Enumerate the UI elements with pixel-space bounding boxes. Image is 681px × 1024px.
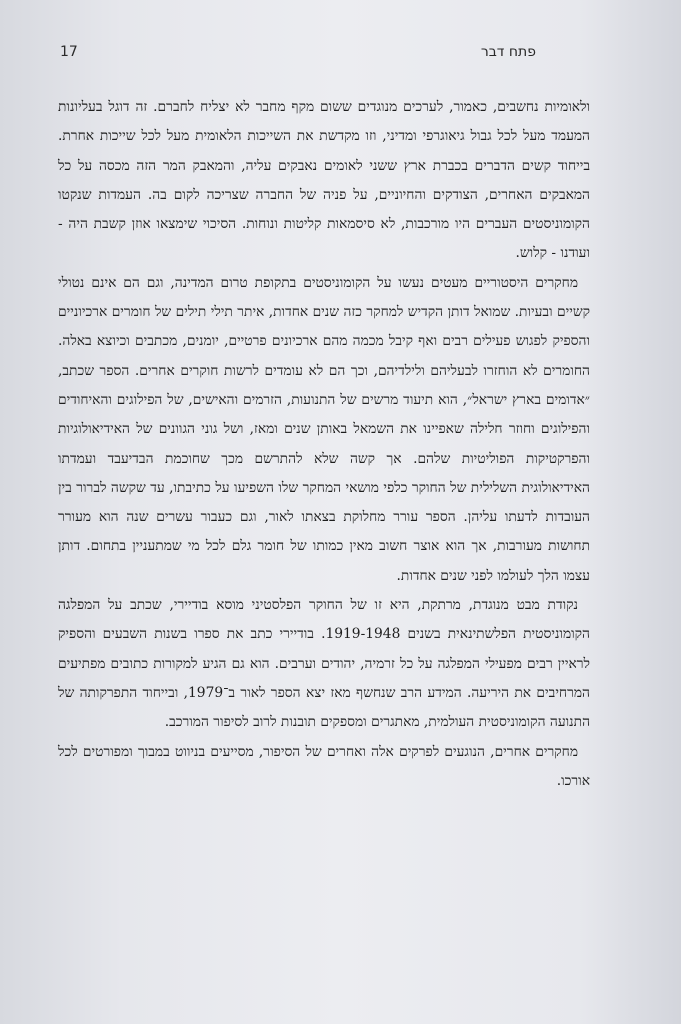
paragraph-4: מחקרים אחרים, הנוגעים לפרקים אלה ואחרים של הסיפור, מסייעים בניווט במבוך ומפורטים לכל אורכו. <box>58 743 590 789</box>
paragraph-3: נקודת מבט מנוגדת, מרתקת, היא זו של החוקר הפלסטיני מוסא בודיירי, שכתב על המפלגה הקומוניסטית הפלשתינאית בשנים 1919-1948. בודיירי כתב את ספרו בשנות השבעים והספיק לראיין רבים מפעילי המפלגה על כל זרמיה, יהודים וערבים. הוא גם הגיע למקורות כתובים מפתיעים המרחיבים את היריעה. המידע הרב שנחשף מאז יצא הספר לאור ב־1979, ובייחוד התפרקותה של התנועה הקומוניסטית העולמית, מאתגרים ומספקים תובנות לרוב לסיפור המורכב. <box>58 597 590 731</box>
chapter-title: פתח דבר <box>480 44 536 60</box>
running-header <box>60 44 536 66</box>
page-number: 17 <box>60 44 78 60</box>
paragraph-2: מחקרים היסטוריים מעטים נעשו על הקומוניסטים בתקופת טרום המדינה, וגם הם אינם נטולי קשיים ובעיות. שמואל דותן הקדיש למחקר כזה שנים אחדות, איתר תילי תילים של חומרים ארכיוניים והספיק לפגוש פעילים רבים ואף קיבל מכמה מהם ארכיונים פרטיים, יומנים, מכתבים וכיוצא באלה. החומרים לא הוחזרו לבעליהם ולילדיהם, וכך הם לא עומדים לרשות חוקרים אחרים. הספר שכתב, ״אדומים בארץ ישראל״, הוא תיעוד מרשים של התנועות, הזרמים והאישים, של הפילוגים והאיחודים והפילוגים וחוזר חלילה שאפיינו את השמאל באותן שנים ומאז, ושל גוני הגוונים של האידיאולוגיות והפרקטיקות הפוליטיות שלהם. אך קשה שלא להתרשם מכך שחוכמת הבדיעבד ועמדתו האידיאולוגית השלילית של החוקר כלפי מושאי המחקר שלו השפיעו על כתיבתו, עד שקשה לברור בין העובדות לדעתו עליהן. הספר עורר מחלוקת בצאתו לאור, וגם כעבור עשרים שנה הוא מעורר תחושות מעורבות, אך הוא אוצר חשוב מאין כמותו של חומר גלם לכל מי שמתעניין בתחום. דותן עצמו הלך לעולמו לפני שנים אחדות. <box>58 274 590 584</box>
body-text <box>58 93 590 796</box>
paragraph-1: ולאומיות נחשבים, כאמור, לערכים מנוגדים ששום מקף מחבר לא יצליח לחברם. זה דוגל בעליונות המעמד מעל לכל גבול גיאוגרפי ומדיני, וזו מקדשת את השייכות הלאומית מעל לכל שייכות אחרת. בייחוד קשים הדברים בכברת ארץ ששני לאומים נאבקים עליה, והמאבק המר הזה מכסה על כל המאבקים האחרים, הצודקים והחיוניים, על פניה של החברה שצריכה לקום בה. העמדות שנקטו הקומוניסטים העברים היו מורכבות, לא סיסמאות קליטות ונוחות. הסיכוי שימצאו אוזן קשבת היה - ועודנו - קלוש. <box>58 99 590 262</box>
